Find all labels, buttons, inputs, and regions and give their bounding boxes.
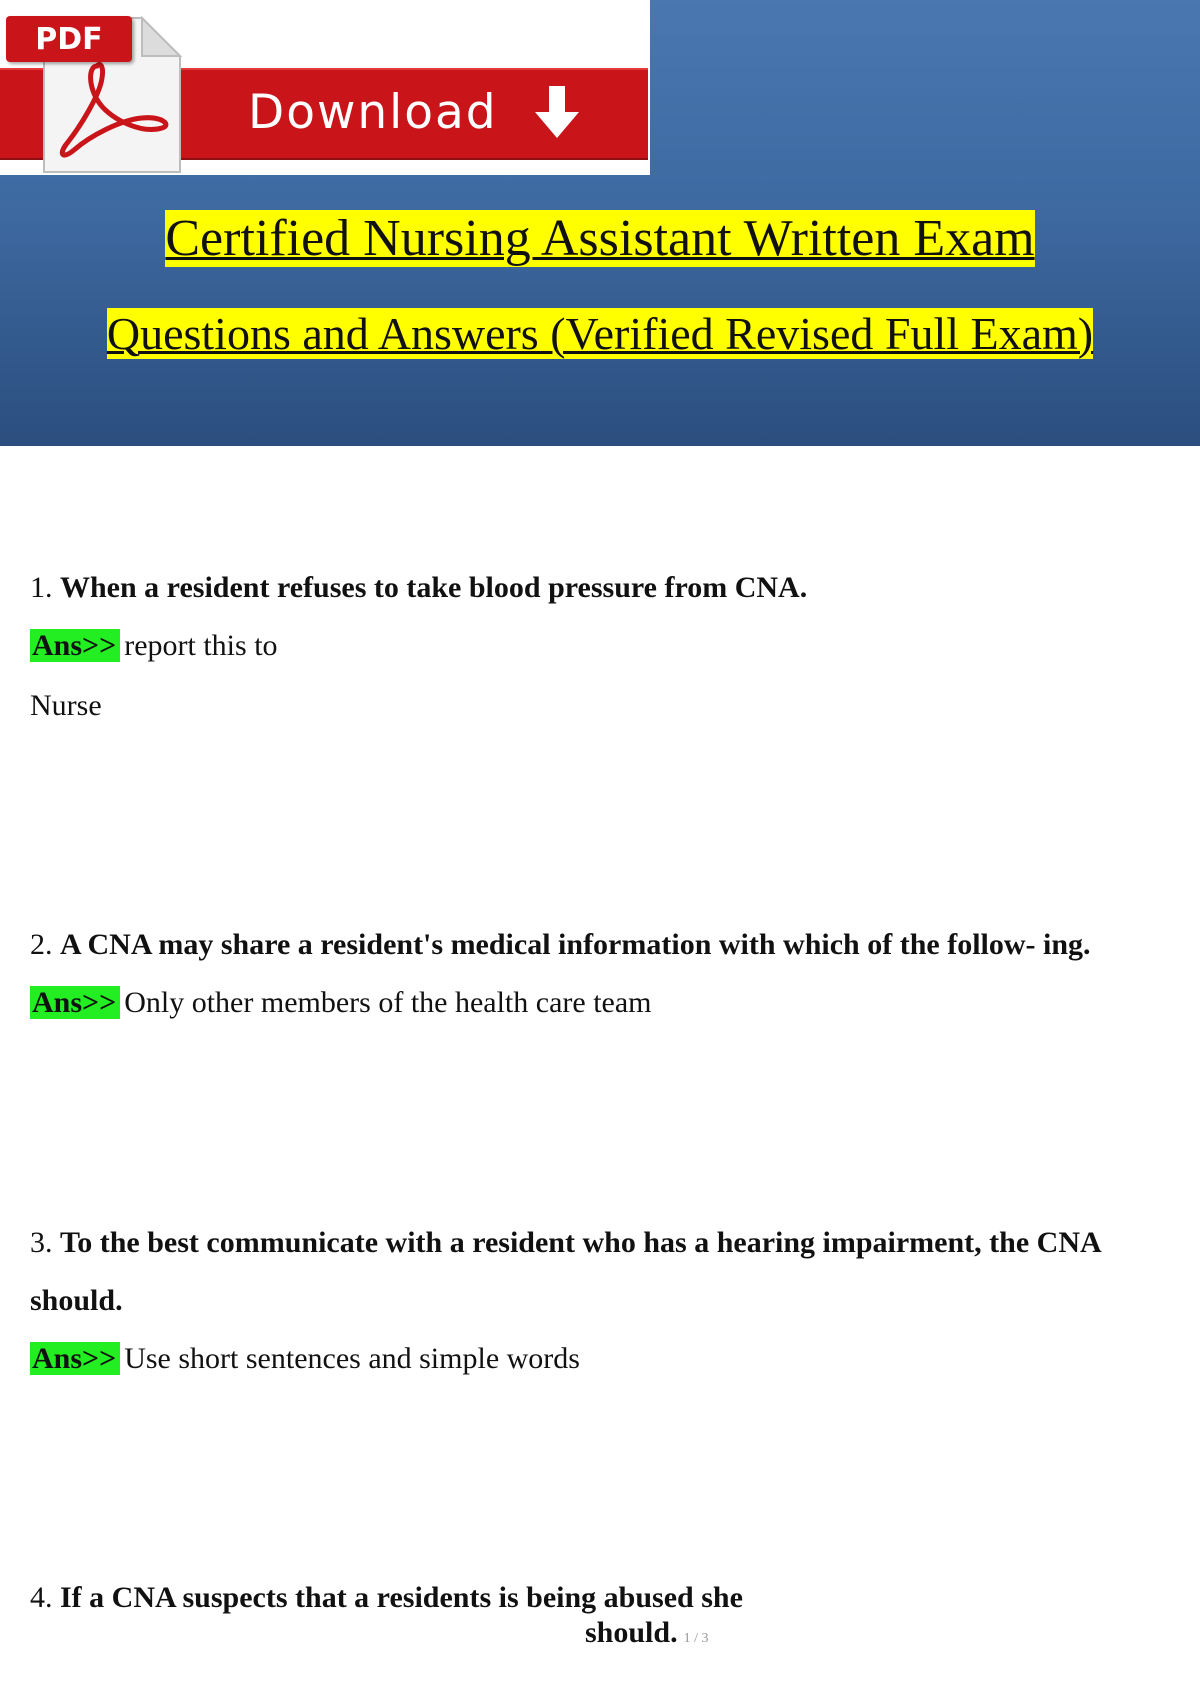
answer-3 [30,1330,1180,1388]
answer-label: Ans>> [30,629,120,662]
pdf-file-icon[interactable] [2,4,182,174]
question-1 [30,559,1180,617]
question-continuation: should. [585,1616,678,1649]
answer-text: report this to [124,629,278,662]
question-number: 2. [30,928,53,961]
question-continuation: should. [30,1284,123,1317]
answer-text: Use short sentences and simple words [124,1342,580,1375]
question-text: When a resident refuses to take blood pressure from CNA. [60,571,808,604]
question-2 [30,916,1180,974]
answer-label: Ans>> [30,1342,120,1375]
answer-label: Ans>> [30,986,120,1019]
question-block-3 [30,1214,1180,1388]
question-text: To the best communicate with a resident who has a hearing impairment, the CNA [60,1226,1102,1259]
question-number: 1. [30,571,53,604]
document-title [0,212,1200,267]
download-label: Download [248,84,498,140]
title-line-2: Questions and Answers (Verified Revised Full Exam) [106,308,1094,359]
question-text: A CNA may share a resident's medical information with which of the follow- ing. [60,928,1091,961]
answer-2 [30,974,1180,1032]
question-number: 3. [30,1226,53,1259]
question-block-2 [30,916,1180,1032]
question-block-1 [30,559,1180,735]
question-4-continuation-line [585,1608,985,1664]
answer-text: Only other members of the health care team [124,986,652,1019]
question-3 [30,1214,1180,1272]
page-indicator: 1 / 3 [683,1631,709,1646]
download-button[interactable] [248,68,582,156]
answer-continuation: Nurse [30,689,102,722]
download-arrow-icon [532,84,582,140]
question-number: 4. [30,1581,53,1614]
pdf-tag: PDF [6,16,132,62]
answer-1 [30,617,1180,675]
document-subtitle [0,310,1200,358]
question-text: If a CNA suspects that a residents is being abused she [60,1581,743,1614]
title-line-1: Certified Nursing Assistant Written Exam [165,210,1035,267]
